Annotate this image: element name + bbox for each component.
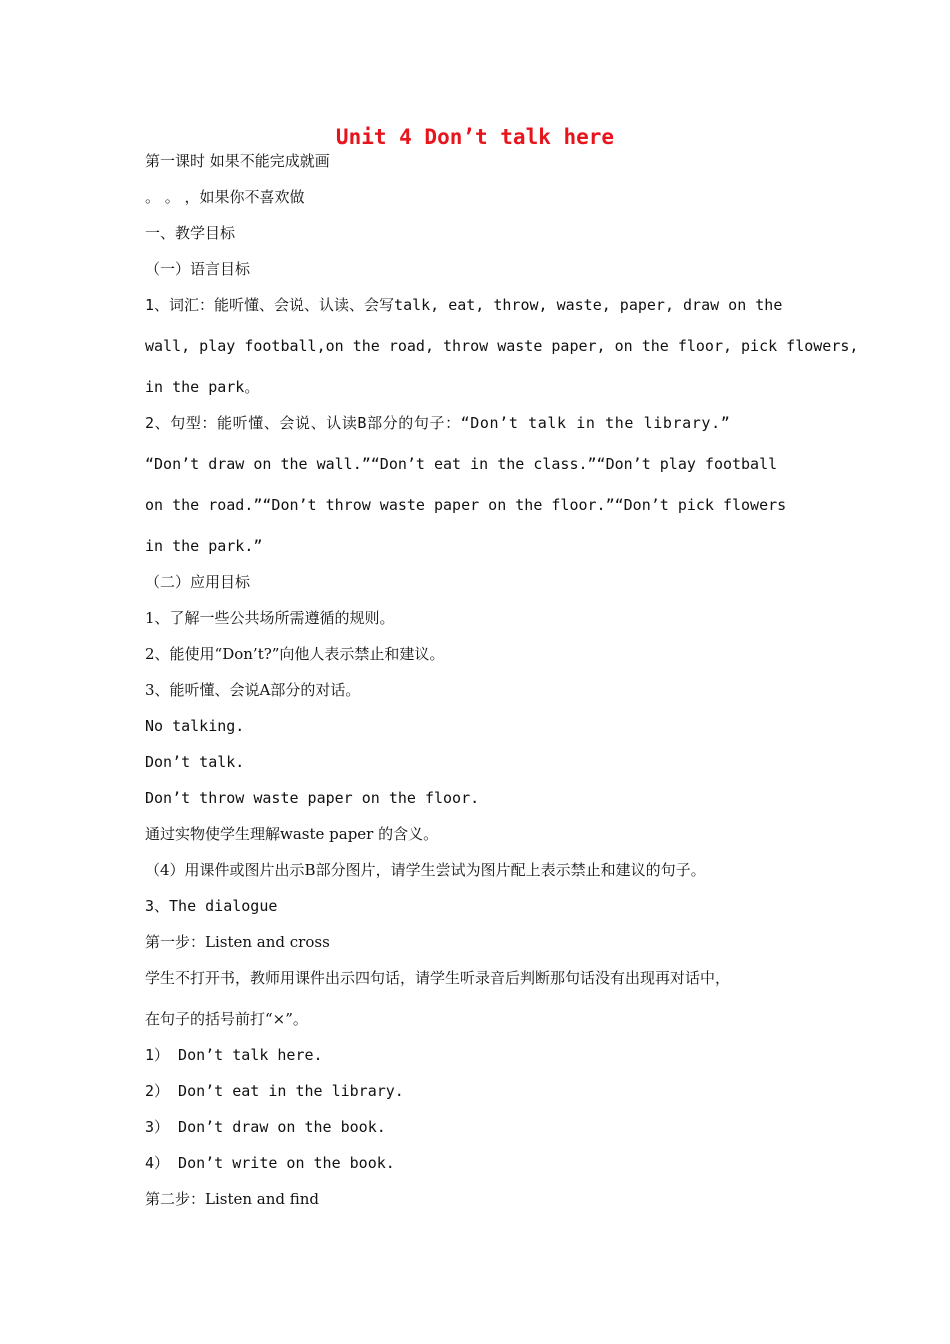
example-sentence-1: No talking. [145, 717, 245, 735]
list-item-4: 4） Don’t write on the book. [145, 1154, 395, 1172]
dialogue-heading: 3、The dialogue [145, 897, 278, 915]
step-one-instruction-2: 在句子的括号前打“×”。 [145, 1010, 308, 1028]
step-one-heading: 第一步：Listen and cross [145, 933, 330, 951]
sentence-pattern-line-3: on the road.”“Don’t throw waste paper on the floor.”“Don’t pick flowers [145, 496, 787, 514]
sentence-pattern-line-2: “Don’t draw on the wall.”“Don’t eat in the class.”“Don’t play football [145, 455, 778, 473]
sentence-pattern-line-4: in the park.” [145, 537, 263, 555]
subsection-heading-application: （二）应用目标 [145, 573, 251, 591]
realia-note: 通过实物使学生理解waste paper 的含义。 [145, 825, 439, 843]
vocabulary-line-2: wall, play football,on the road, throw waste paper, on the floor, pick flowers, [145, 337, 859, 355]
section-heading-objectives: 一、教学目标 [145, 224, 236, 242]
document-title: Unit 4 Don’t talk here [335, 125, 615, 149]
list-item-1: 1） Don’t talk here. [145, 1046, 323, 1064]
list-item-3: 3） Don’t draw on the book. [145, 1118, 386, 1136]
step-4-note: （4）用课件或图片出示B部分图片，请学生尝试为图片配上表示禁止和建议的句子。 [145, 861, 706, 879]
application-item-2: 2、能使用“Don’t?”向他人表示禁止和建议。 [145, 645, 445, 663]
step-two-heading: 第二步：Listen and find [145, 1190, 320, 1208]
application-item-1: 1、了解一些公共场所需遵循的规则。 [145, 609, 395, 627]
lesson-period-line: 第一课时 如果不能完成就画 [145, 152, 330, 170]
application-item-3: 3、能听懂、会说A部分的对话。 [145, 681, 361, 699]
vocabulary-line-3: in the park。 [145, 378, 260, 396]
list-item-2: 2） Don’t eat in the library. [145, 1082, 404, 1100]
example-sentence-2: Don’t talk. [145, 753, 245, 771]
sentence-pattern-line-1: 2、句型：能听懂、会说、认读B部分的句子：“Don’t talk in the library.” [145, 414, 731, 432]
step-one-instruction-1: 学生不打开书，教师用课件出示四句话，请学生听录音后判断那句话没有出现再对话中， [145, 969, 731, 987]
note-line: 。 。 ，如果你不喜欢做 [145, 188, 305, 206]
subsection-heading-language: （一）语言目标 [145, 260, 251, 278]
vocabulary-line-1: 1、词汇：能听懂、会说、认读、会写talk, eat, throw, waste, paper, draw on the [145, 296, 783, 314]
example-sentence-3: Don’t throw waste paper on the floor. [145, 789, 480, 807]
